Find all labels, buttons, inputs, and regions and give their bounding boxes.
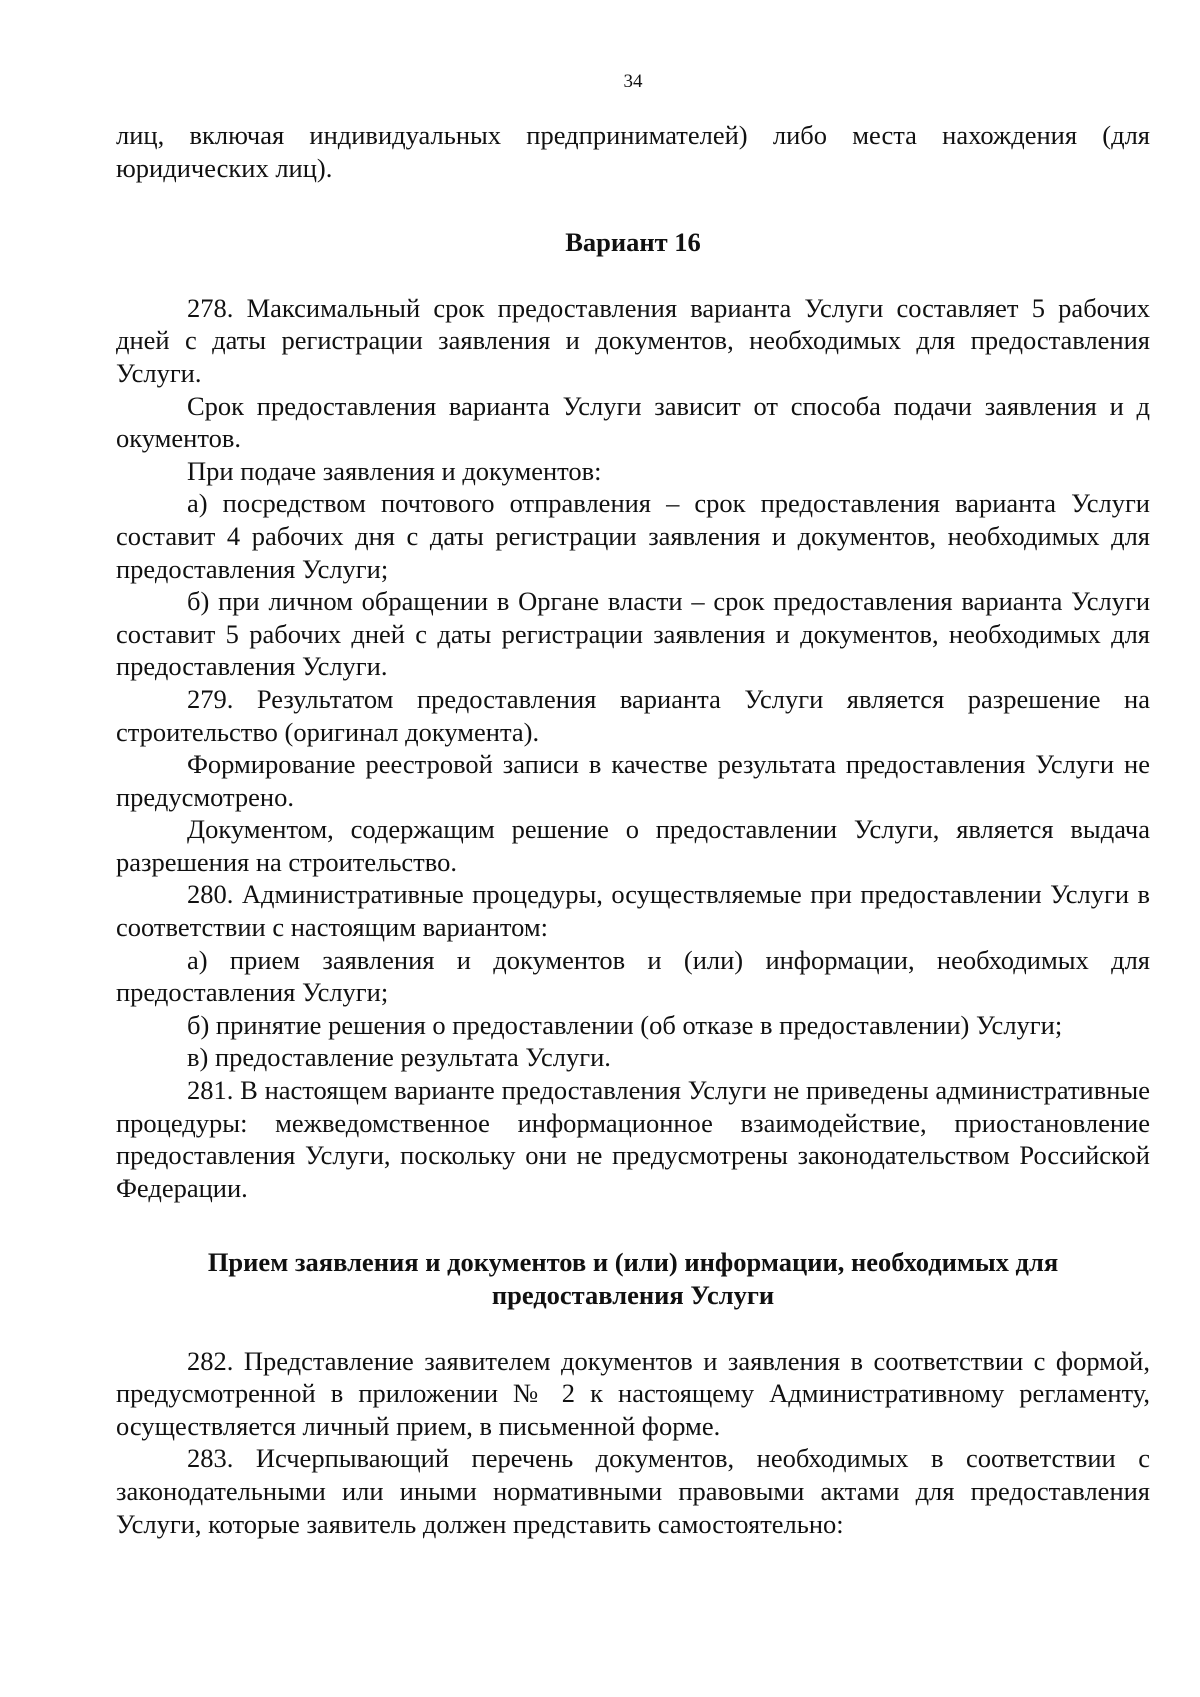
page-number: 34 [623,71,643,92]
paragraph-283: 283. Исчерпывающий перечень документов, необходимых в соответствии с законодательными или иными нормативными правовыми актами для предоставления Услуги, которые заявитель должен представить самостоятельно: [116,1443,1150,1539]
paragraph-281: 281. В настоящем варианте предоставления Услуги не приведены административные процедуры: межведомственное информационное взаимодействие, приостановление предоставления Услуги, поскольку они не предусмотрены законодательством Российской Федерации. [116,1075,1150,1203]
document-body [116,119,1150,1540]
paragraph-term: Срок предоставления варианта Услуги зависит от способа подачи заявления и д окументов. [116,390,1150,454]
paragraph-procedure-b: б) принятие решения о предоставлении (об отказе в предоставлении) Услуги; [187,1009,1063,1040]
paragraph-282: 282. Представление заявителем документов и заявления в соответствии с формой, предусмотренной в приложении № 2 к настоящему Административному регламенту, осуществляется личный прием, в письменной форме. [116,1345,1150,1441]
paragraph-279: 279. Результатом предоставления варианта Услуги является разрешение на строительство (оригинал документа). [116,683,1150,747]
variant-heading: Вариант 16 [565,227,701,258]
paragraph-procedure-a: а) прием заявления и документов и (или) информации, необходимых для предоставления Услуги; [116,944,1150,1008]
paragraph-280: 280. Административные процедуры, осуществляемые при предоставлении Услуги в соответствии с настоящим вариантом: [116,879,1150,943]
paragraph-decision-document: Документом, содержащим решение о предоставлении Услуги, является выдача разрешения на строительство. [116,814,1150,877]
paragraph-submission: При подаче заявления и документов: [187,455,602,486]
continuation-paragraph: лиц, включая индивидуальных предпринимателей) либо места нахождения (для юридических лиц). [116,120,1150,183]
paragraph-278: 278. Максимальный срок предоставления варианта Услуги составляет 5 рабочих дней с даты регистрации заявления и документов, необходимых для предоставления Услуги. [116,292,1150,388]
section-heading [116,1246,1150,1311]
section-heading-line-2: предоставления Услуги [491,1280,775,1310]
paragraph-registry-record: Формирование реестровой записи в качестве результата предоставления Услуги не предусмотрено. [116,749,1150,812]
paragraph-item-b-personal: б) при личном обращении в Органе власти – срок предоставления варианта Услуги составит 5 рабочих дней с даты регистрации заявления и документов, необходимых для предоставления Услуги. [116,586,1150,682]
paragraph-item-a-mail: а) посредством почтового отправления – срок предоставления варианта Услуги составит 4 рабочих дня с даты регистрации заявления и документов, необходимых для предоставления Услуги; [116,488,1150,584]
paragraph-procedure-c: в) предоставление результата Услуги. [187,1042,611,1073]
section-heading-line-1: Прием заявления и документов и (или) информации, необходимых для [207,1247,1059,1278]
